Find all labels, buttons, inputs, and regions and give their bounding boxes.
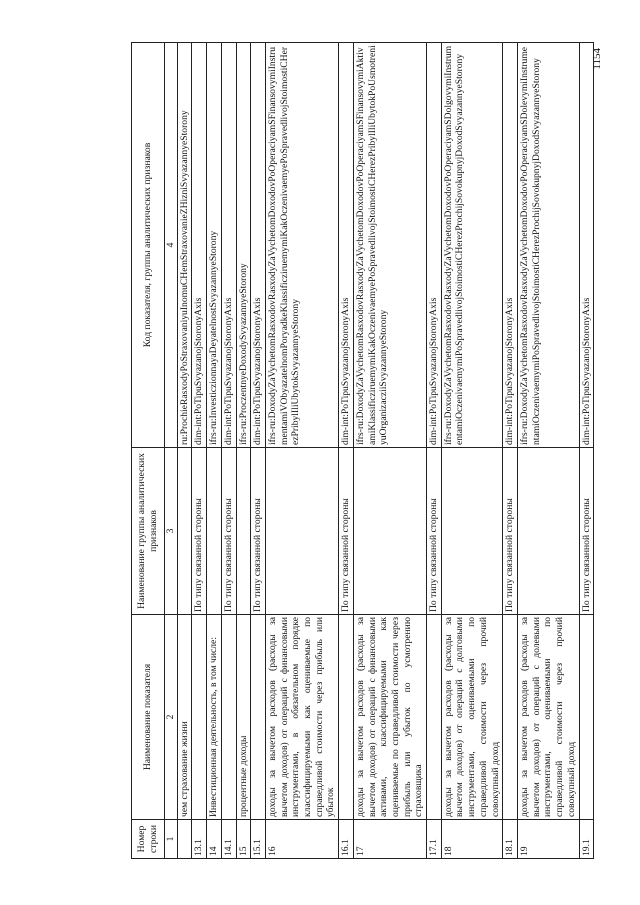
row-number-cell: [177, 820, 192, 859]
code-cell: ifrs-ru:DoxodyZaVychetomRasxodovRasxodyZaVychetomDoxodovPoOperaciyamSDolevymiInstrumentamiOczenivaemymiPoSpravedlivojStoimostiCHerezProchijSovokupnyjDoxodSvyazannyeStorony: [517, 43, 579, 448]
indicator-name-cell: чем страхование жизни: [177, 615, 192, 820]
code-cell: ifrs-ru:DoxodyZaVychetomRasxodovRasxodyZaVychetomDoxodovPoOperaciyamSFinansovymiInstrumentamiVObyazatelnomPoryadkeKlassificziruemymiKakOczenivaemyePoSpravedlivojStoimostiCHerezPribylIliUbytokSvyazannyeStorony: [265, 43, 338, 448]
table-header-row: [132, 43, 165, 859]
row-number-cell: 17: [353, 820, 426, 859]
group-name-cell: По типу связанной стороны: [427, 448, 442, 615]
row-number-cell: 17.1: [427, 820, 442, 859]
row-number-cell: 13.1: [192, 820, 207, 859]
indicator-name-cell: [251, 615, 266, 820]
table-row: [427, 43, 442, 859]
indicator-name-cell: [192, 615, 207, 820]
table-row: [207, 43, 222, 859]
indicator-name-cell: [427, 615, 442, 820]
indicator-name-cell: [503, 615, 518, 820]
code-cell: ifrs-ru:InvesticzionnayaDeyatelnostSvyazannyeStorony: [207, 43, 222, 448]
table-row: [441, 43, 503, 859]
indicator-name-cell: [339, 615, 354, 820]
table-row: [353, 43, 426, 859]
code-cell: ifrs-ru:DoxodyZaVychetomRasxodovRasxodyZaVychetomDoxodovPoOperaciyamSDolgovymiInstrumentamiOczenivaemymiPoSpravedlivojStoimostiCHerezProchijSovokupnyjDoxodSvyazannyeStorony: [441, 43, 503, 448]
indicator-table: [131, 42, 594, 859]
group-name-cell: [265, 448, 338, 615]
indicator-name-cell: процентные доходы: [236, 615, 251, 820]
header-group-name: Наименование группы аналитических признаков: [132, 448, 165, 615]
table-row: [236, 43, 251, 859]
group-name-cell: По типу связанной стороны: [503, 448, 518, 615]
header-code: Код показателя, группы аналитических признаков: [132, 43, 165, 448]
code-cell: ifrs-ru:ProczentnyeDoxodySvyazannyeStorony: [236, 43, 251, 448]
table-row: [579, 43, 594, 859]
group-name-cell: [517, 448, 579, 615]
indicator-name-cell: доходы за вычетом расходов (расходы за вычетом доходов) от операций с финансовыми активами, классифицируемыми как оцениваемые по справедливой стоимости через прибыль или убыток по усмотрению страховщика: [353, 615, 426, 820]
row-number-cell: 14.1: [221, 820, 236, 859]
table-index-row: [165, 43, 178, 859]
header-row-number: Номер строки: [132, 820, 165, 859]
table-row: [221, 43, 236, 859]
row-number-cell: 19: [517, 820, 579, 859]
code-cell: dim-int:PoTipuSvyazanojStoronyAxis: [503, 43, 518, 448]
index-cell: 1: [165, 820, 178, 859]
indicator-name-cell: Инвестиционная деятельность, в том числе:: [207, 615, 222, 820]
group-name-cell: [441, 448, 503, 615]
row-number-cell: 14: [207, 820, 222, 859]
group-name-cell: [353, 448, 426, 615]
indicator-name-cell: [221, 615, 236, 820]
code-cell: dim-int:PoTipuSvyazanojStoronyAxis: [579, 43, 594, 448]
table-row: [339, 43, 354, 859]
indicator-name-cell: доходы за вычетом расходов (расходы за вычетом доходов) от операций с долевыми инструментами, оцениваемыми по справедливой стоимости через прочий совокупный доход: [517, 615, 579, 820]
code-cell: dim-int:PoTipuSvyazanojStoronyAxis: [192, 43, 207, 448]
group-name-cell: [236, 448, 251, 615]
index-cell: 3: [165, 448, 178, 615]
group-name-cell: По типу связанной стороны: [221, 448, 236, 615]
row-number-cell: 18.1: [503, 820, 518, 859]
group-name-cell: [207, 448, 222, 615]
group-name-cell: По типу связанной стороны: [251, 448, 266, 615]
rotated-page-content: [131, 45, 592, 859]
group-name-cell: По типу связанной стороны: [579, 448, 594, 615]
table-row: [177, 43, 192, 859]
code-cell: dim-int:PoTipuSvyazanojStoronyAxis: [339, 43, 354, 448]
row-number-cell: 18: [441, 820, 503, 859]
code-cell: dim-int:PoTipuSvyazanojStoronyAxis: [221, 43, 236, 448]
group-name-cell: По типу связанной стороны: [339, 448, 354, 615]
table-body: [177, 43, 594, 859]
code-cell: ru:ProchieRasxodyPoStraxovaniyuInomuCHemStraxovanieZHizniSvyazannyeStorony: [177, 43, 192, 448]
table-row: [517, 43, 579, 859]
page-number: 1154: [591, 48, 603, 70]
indicator-name-cell: доходы за вычетом расходов (расходы за вычетом доходов) от операций с финансовыми инструментами, в обязательном порядке классифицируемыми как оцениваемые по справедливой стоимости через прибыль или убыток: [265, 615, 338, 820]
row-number-cell: 16: [265, 820, 338, 859]
code-cell: ifrs-ru:DoxodyZaVychetomRasxodovRasxodyZaVychetomDoxodovPoOperaciyamSFinansovymiAktivamiKlassificziruemymiKakOczenivaemyePoSpravedlivojStoimostiCHerezPribylIliUbytokPoUsmotreniyuOrganizacziiSvyazannyeStorony: [353, 43, 426, 448]
row-number-cell: 15: [236, 820, 251, 859]
group-name-cell: По типу связанной стороны: [192, 448, 207, 615]
indicator-name-cell: доходы за вычетом расходов (расходы за вычетом доходов) от операций с долговыми инструментами, оцениваемыми по справедливой стоимости через прочий совокупный доход: [441, 615, 503, 820]
code-cell: dim-int:PoTipuSvyazanojStoronyAxis: [251, 43, 266, 448]
code-cell: dim-int:PoTipuSvyazanojStoronyAxis: [427, 43, 442, 448]
table-row: [251, 43, 266, 859]
index-cell: 4: [165, 43, 178, 448]
indicator-name-cell: [579, 615, 594, 820]
table-row: [192, 43, 207, 859]
header-indicator-name: Наименование показателя: [132, 615, 165, 820]
group-name-cell: [177, 448, 192, 615]
index-cell: 2: [165, 615, 178, 820]
row-number-cell: 16.1: [339, 820, 354, 859]
row-number-cell: 15.1: [251, 820, 266, 859]
table-row: [503, 43, 518, 859]
row-number-cell: 19.1: [579, 820, 594, 859]
table-row: [265, 43, 338, 859]
